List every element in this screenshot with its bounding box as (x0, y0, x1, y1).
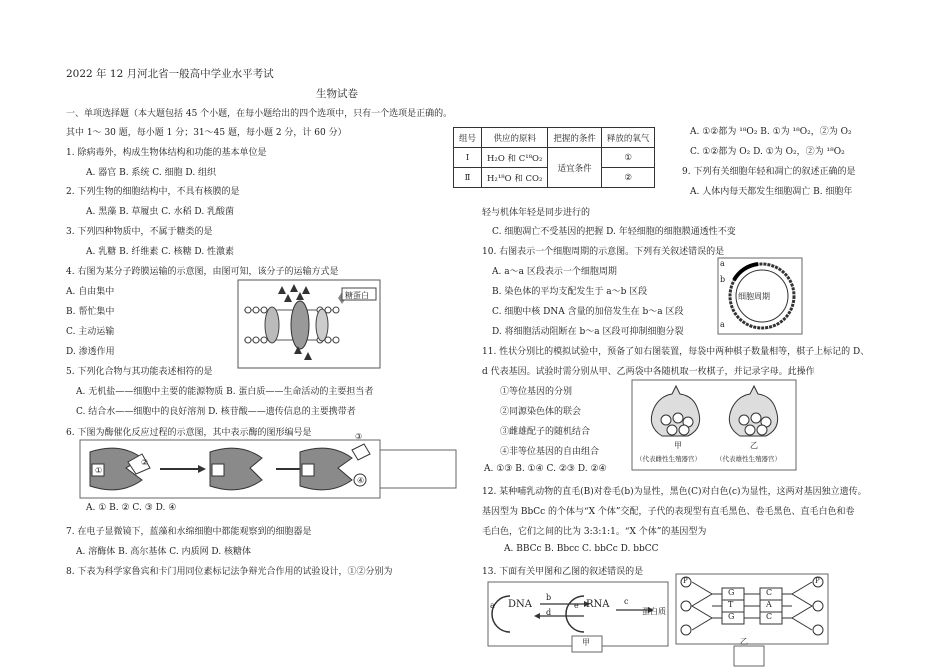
bag-yi-label: 乙 (750, 441, 758, 450)
enzyme-marker-4: ④ (357, 476, 365, 485)
enzyme-marker-1: ① (95, 466, 103, 475)
dogma-caption-jia: 甲 (582, 638, 590, 647)
table-header-conditions: 把握的条件 (548, 128, 602, 148)
question-12-options: A. BBCc B. Bbcc C. bbCc D. bbCC (504, 544, 659, 554)
question-11-item-2: ②同源染色体的联会 (500, 407, 582, 417)
dogma-label-c: c (624, 597, 629, 606)
question-9-options-ab: A. 人体内每天都发生细胞凋亡 B. 细胞年 (690, 187, 853, 197)
question-12: 12. 某种哺乳动物的直毛(B)对卷毛(b)为显性，黑色(C)对白色(c)为显性，这两对基因独立遗传。 (482, 487, 867, 497)
question-1-options: A. 器官 B. 系统 C. 细胞 D. 组织 (86, 168, 217, 178)
table-header-materials: 供应的原料 (482, 128, 548, 148)
table-cell: Ⅱ (454, 168, 482, 188)
cell-cycle-a-bottom: a (720, 320, 725, 329)
cell-cycle-b: b (720, 275, 726, 284)
enzyme-marker-2: ② (141, 458, 149, 467)
question-6: 6. 下图为酶催化反应过程的示意图，其中表示酶的图形编号是 (66, 428, 312, 438)
dogma-label-protein: 蛋白质 (642, 607, 666, 616)
bag-yi-caption: （代表雄性生殖器官） (716, 455, 781, 463)
question-11-options: A. ①③ B. ①④ C. ②③ D. ②④ (484, 464, 607, 474)
dna-strand-figure (676, 574, 828, 666)
enzyme-marker-3: ③ (355, 432, 363, 441)
question-4: 4. 右图为某分子跨膜运输的示意图，由图可知，该分子的运输方式是 (66, 267, 339, 277)
question-4-option-b: B. 帮忙集中 (66, 307, 115, 317)
question-12-line-2: 基因型为 BbCc 的个体与“X 个体”交配，子代的表现型有直毛黑色、卷毛黑色、直毛白色和卷 (482, 507, 855, 517)
table-cell: H₂O 和 C¹⁸O₂ (482, 148, 548, 168)
question-9: 9. 下列有关细胞年轻和凋亡的叙述正确的是 (682, 167, 856, 177)
question-5-options-cd: C. 结合水——细胞中的良好溶剂 D. 核苷酸——遗传信息的主要携带者 (76, 407, 356, 417)
question-4-option-d: D. 渗透作用 (66, 347, 115, 357)
table-cell: H₂¹⁸O 和 CO₂ (482, 168, 548, 188)
question-3: 3. 下列四种物质中，不属于糖类的是 (66, 227, 213, 237)
bag-jia-caption: （代表雌性生殖器官） (636, 455, 701, 463)
question-8-options-ab: A. ①②都为 ¹⁸O₂ B. ①为 ¹⁸O₂，②为 O₂ (690, 127, 852, 137)
question-3-options: A. 乳糖 B. 纤维素 C. 核糖 D. 性激素 (86, 247, 235, 257)
question-11-item-1: ①等位基因的分别 (500, 387, 573, 397)
isotope-experiment-table (453, 127, 655, 188)
dogma-label-b: b (546, 593, 552, 602)
dna-base-a: A (766, 600, 772, 609)
dogma-label-a: a (490, 601, 495, 610)
question-10-option-b: B. 染色体的平均支配发生于 a～b 区段 (492, 287, 648, 297)
question-2-options: A. 黑藻 B. 草履虫 C. 水稻 D. 乳酸菌 (86, 207, 235, 217)
dogma-label-rna: RNA (586, 599, 610, 610)
exam-title: 2022 年 12 月河北省一般高中学业水平考试 (66, 68, 274, 80)
question-4-option-a: A. 自由集中 (66, 287, 115, 297)
dna-base-g-bottom: G (728, 612, 735, 621)
question-9-continued: 轻与机体年轻是同步进行的 (482, 208, 591, 218)
cell-cycle-label: 细胞周期 (738, 292, 770, 301)
question-7: 7. 在电子显微镜下，蓝藻和水绵细胞中都能观察到的细胞器是 (66, 527, 312, 537)
dogma-label-e: e (574, 601, 579, 610)
question-6-options: A. ① B. ② C. ③ D. ④ (86, 503, 177, 513)
question-10-option-c: C. 细胞中核 DNA 含量的加倍发生在 b～a 区段 (492, 307, 684, 317)
question-12-line-3: 毛白色，它们之间的比为 3:3:1:1。“X 个体”的基因型为 (482, 527, 707, 537)
question-4-option-c: C. 主动运输 (66, 327, 115, 337)
section-intro-2: 其中 1～ 30 题，每小题 1 分；31～45 题，每小题 2 分，计 60 分） (66, 128, 347, 138)
table-cell: ② (601, 168, 655, 188)
table-header-group: 组号 (454, 128, 482, 148)
dna-caption-yi: 乙 (740, 637, 748, 646)
cell-cycle-a-top: a (720, 259, 725, 268)
phosphate-label: P (815, 577, 820, 585)
dogma-label-dna: DNA (508, 599, 532, 610)
enzyme-reaction-figure (80, 440, 458, 498)
question-11-item-4: ④非等位基因的自由组合 (500, 447, 600, 457)
dna-base-t: T (728, 600, 734, 609)
question-9-options-cd: C. 细胞凋亡不受基因的把握 D. 年轻细胞的细胞膜通透性不变 (492, 227, 736, 237)
table-header-oxygen: 释放的氧气 (601, 128, 655, 148)
question-2: 2. 下列生物的细胞结构中，不具有核膜的是 (66, 187, 240, 197)
question-10: 10. 右图表示一个细胞周期的示意图。下列有关叙述错误的是 (482, 247, 725, 257)
question-7-options: A. 溶酶体 B. 高尔基体 C. 内质网 D. 核糖体 (76, 547, 252, 557)
table-cell: 适宜条件 (548, 148, 602, 188)
question-11: 11. 性状分别比的模拟试验中，预备了如右图装置，每袋中两种棋子数量相等，棋子上标记的 D、 (482, 347, 870, 357)
question-10-option-a: A. a～a 区段表示一个细胞周期 (492, 267, 617, 277)
question-11-line-2: d 代表基因。试验时需分别从甲、乙两袋中各随机取一枚棋子，并记录字母。此操作 (482, 367, 815, 377)
question-5-options-ab: A. 无机盐——细胞中主要的能源物质 B. 蛋白质——生命活动的主要担当者 (76, 387, 374, 397)
question-11-item-3: ③雌雄配子的随机结合 (500, 427, 591, 437)
table-cell: Ⅰ (454, 148, 482, 168)
question-10-option-d: D. 将细胞活动阻断在 b～a 区段可抑制细胞分裂 (492, 327, 684, 337)
section-intro: 一、单项选择题（本大题包括 45 个小题，在每小题给出的四个选项中，只有一个选项是正确的。 (66, 109, 453, 119)
subject-title: 生物试卷 (316, 88, 358, 100)
question-8: 8. 下表为科学家鲁宾和卡门用同位素标记法争辩光合作用的试验设计，①②分别为 (66, 567, 393, 577)
dna-base-c-top: C (766, 588, 773, 597)
bag-jia-label: 甲 (674, 441, 682, 450)
question-13: 13. 下面有关甲图和乙图的叙述错误的是 (482, 567, 644, 577)
question-1: 1. 除病毒外，构成生物体结构和功能的基本单位是 (66, 148, 267, 158)
dna-base-c-bottom: C (766, 612, 773, 621)
table-cell: ① (601, 148, 655, 168)
phosphate-label: P (683, 577, 688, 585)
dna-base-g-top: G (728, 588, 735, 597)
glycoprotein-label: 糖蛋白 (345, 291, 369, 300)
dogma-label-d: d (546, 608, 552, 617)
central-dogma-figure (488, 582, 668, 654)
question-5: 5. 下列化合物与其功能表述相符的是 (66, 367, 213, 377)
question-8-options-cd: C. ①②都为 O₂ D. ①为 O₂，②为 ¹⁸O₂ (690, 147, 845, 157)
